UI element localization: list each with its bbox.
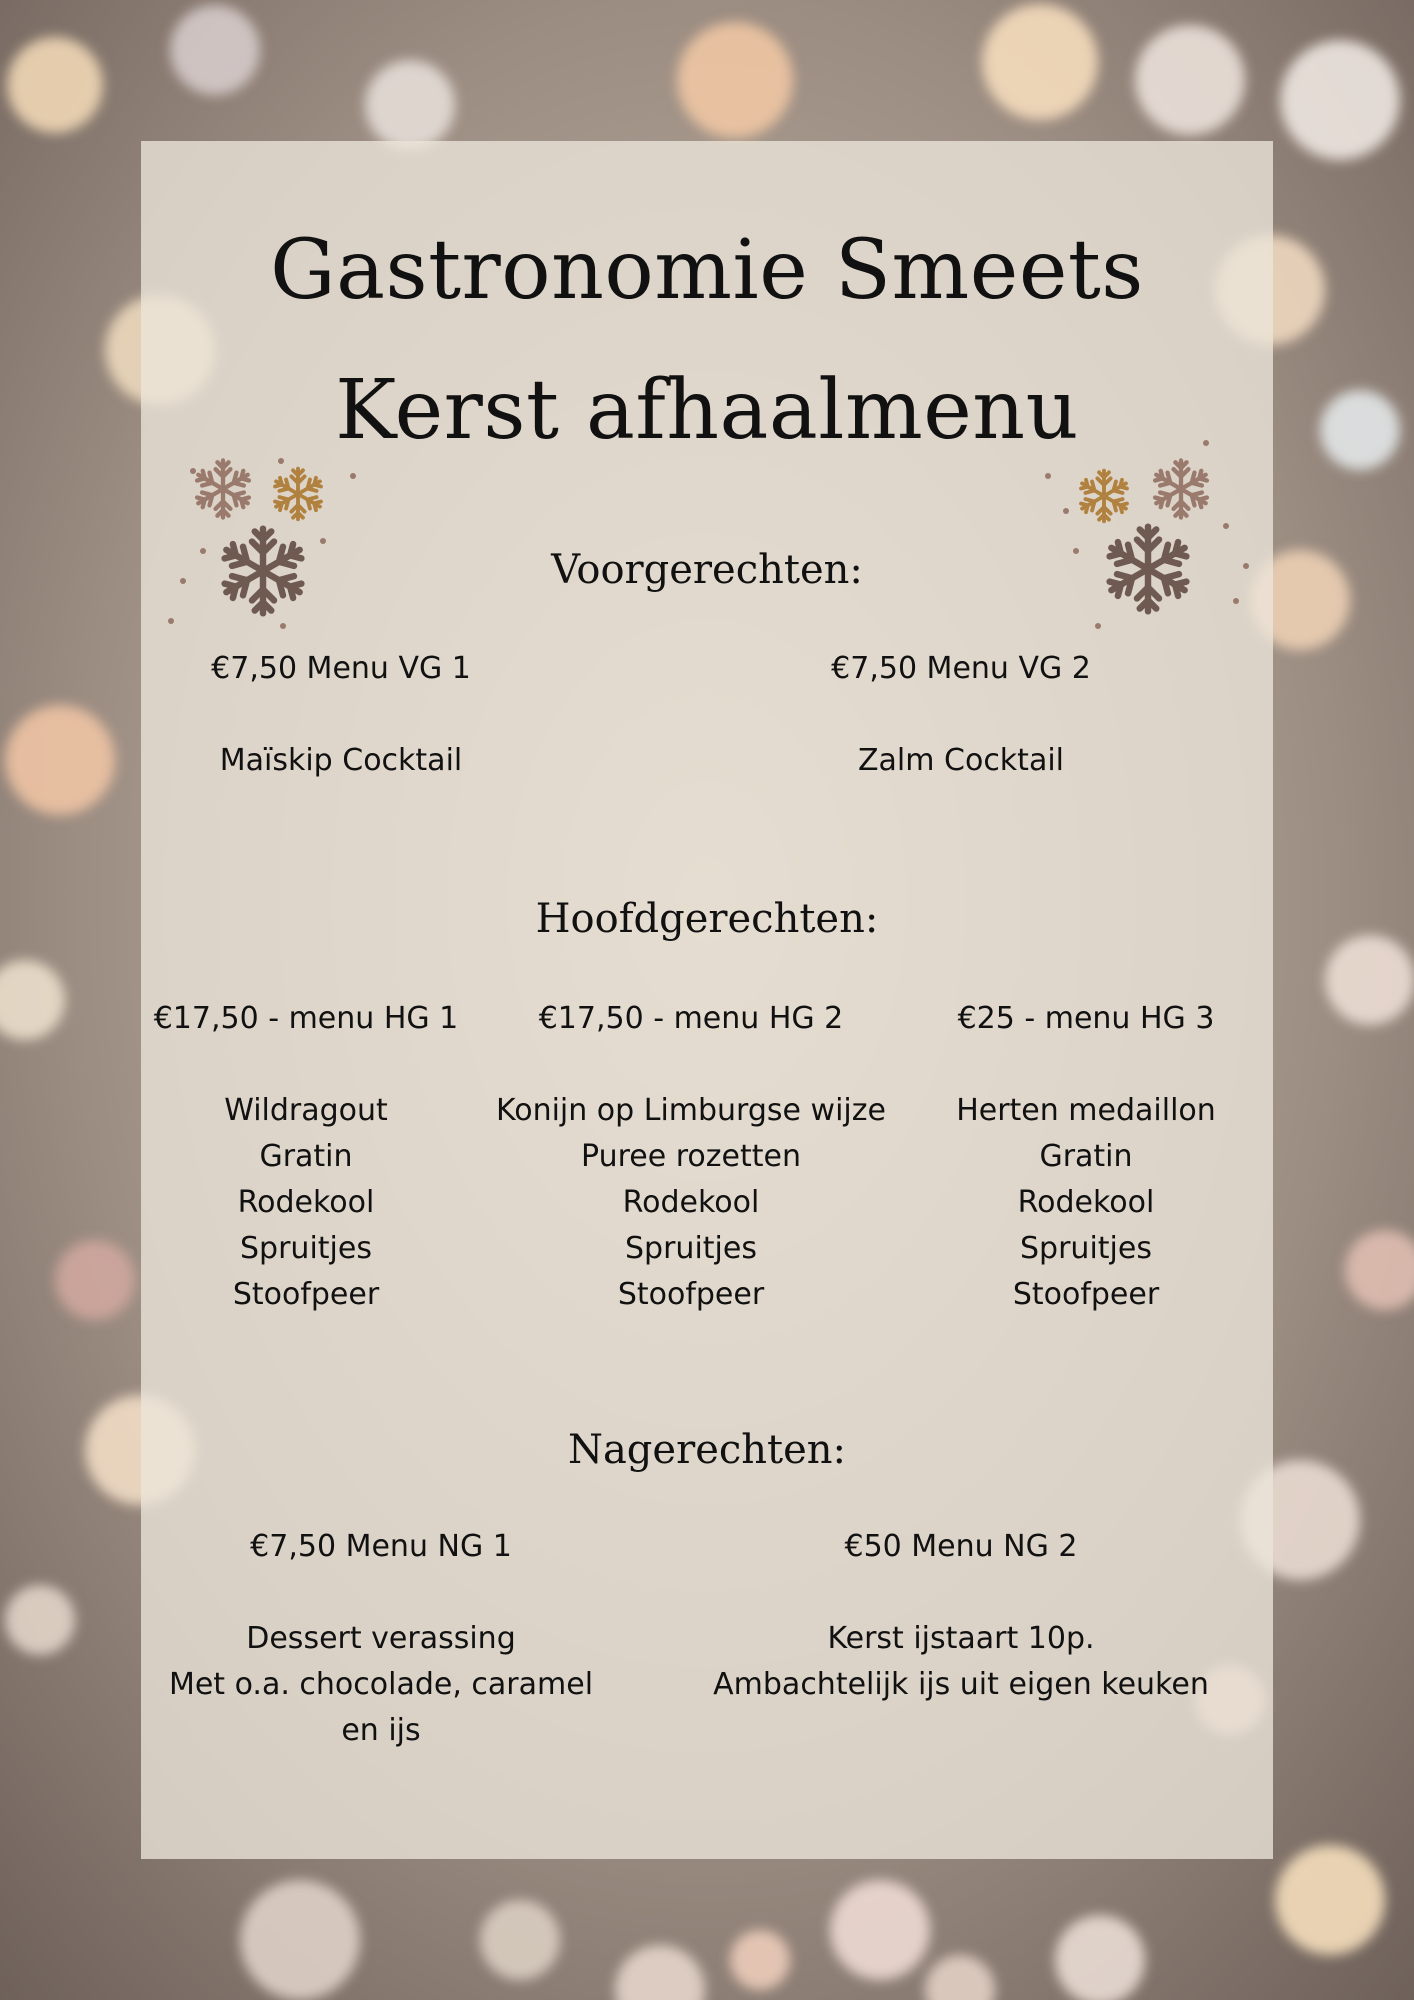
bokeh-light — [677, 22, 793, 138]
menu-ng-2 — [701, 1524, 1221, 1708]
menu-price: €7,50 Menu VG 2 — [831, 651, 1091, 686]
menu-ng-1 — [161, 1524, 601, 1754]
menu-item: Maïskip Cocktail — [219, 743, 463, 778]
bokeh-light — [170, 5, 260, 95]
snowflake-icon — [1153, 460, 1210, 517]
bokeh-light — [1135, 25, 1245, 135]
menu-item: Wildragout — [224, 1093, 388, 1128]
menu-item: Konijn op Limburgse wijze — [496, 1093, 886, 1128]
menu-item: Rodekool — [622, 1185, 760, 1220]
menu-item: Herten medaillon — [956, 1093, 1216, 1128]
menu-hg-1 — [141, 996, 471, 1318]
menu-hg-3 — [921, 996, 1251, 1318]
menu-card — [141, 141, 1273, 1859]
bokeh-light — [830, 1880, 930, 1980]
bokeh-light — [5, 1585, 75, 1655]
menu-price: €17,50 - menu HG 1 — [153, 1001, 459, 1036]
menu-item: Stoofpeer — [1012, 1277, 1160, 1312]
menu-price: €50 Menu NG 2 — [844, 1529, 1078, 1564]
bokeh-light — [5, 705, 115, 815]
menu-price: €7,50 Menu NG 1 — [250, 1529, 512, 1564]
menu-hg-2 — [481, 996, 901, 1318]
menu-item: Rodekool — [237, 1185, 375, 1220]
menu-item: Gratin — [1039, 1139, 1133, 1174]
menu-item: Stoofpeer — [232, 1277, 380, 1312]
menu-vg-1 — [171, 646, 511, 784]
bokeh-light — [982, 4, 1098, 120]
snowflake-icon — [1079, 471, 1129, 522]
page-title: Gastronomie Smeets — [270, 223, 1144, 318]
bokeh-light — [1325, 935, 1414, 1025]
bokeh-light — [7, 37, 103, 133]
menu-item: Spruitjes — [240, 1231, 372, 1266]
bokeh-light — [55, 1240, 135, 1320]
menu-item: en ijs — [341, 1713, 421, 1748]
menu-item: Ambachtelijk ijs uit eigen keuken — [713, 1667, 1209, 1702]
bokeh-light — [240, 1880, 360, 2000]
bokeh-light — [480, 1900, 560, 1980]
bokeh-light — [1280, 40, 1400, 160]
menu-vg-2 — [781, 646, 1141, 784]
bokeh-light — [365, 60, 455, 150]
bokeh-light — [1275, 1845, 1385, 1955]
menu-item: Rodekool — [1017, 1185, 1155, 1220]
snowflake-cluster-right — [1036, 431, 1256, 631]
bokeh-light — [730, 1930, 790, 1990]
mains-heading: Hoofdgerechten: — [535, 896, 879, 942]
menu-item: Zalm Cocktail — [857, 743, 1064, 778]
menu-item: Spruitjes — [1020, 1231, 1152, 1266]
menu-price: €7,50 Menu VG 1 — [211, 651, 471, 686]
bokeh-light — [1320, 390, 1400, 470]
menu-price: €17,50 - menu HG 2 — [538, 1001, 844, 1036]
starters-heading: Voorgerechten: — [551, 547, 863, 593]
page-subtitle: Kerst afhaalmenu — [335, 363, 1079, 458]
snowflake-icon — [273, 469, 323, 520]
menu-price: €25 - menu HG 3 — [957, 1001, 1215, 1036]
snowflake-cluster-left — [163, 431, 373, 631]
menu-item: Gratin — [259, 1139, 353, 1174]
desserts-heading: Nagerechten: — [567, 1427, 847, 1473]
menu-item: Kerst ijstaart 10p. — [827, 1621, 1095, 1656]
menu-item: Stoofpeer — [617, 1277, 765, 1312]
snowflake-icon — [195, 460, 252, 517]
menu-item: Dessert verassing — [246, 1621, 516, 1656]
menu-item: Puree rozetten — [581, 1139, 801, 1174]
menu-item: Met o.a. chocolade, caramel — [168, 1667, 594, 1702]
menu-item: Spruitjes — [625, 1231, 757, 1266]
